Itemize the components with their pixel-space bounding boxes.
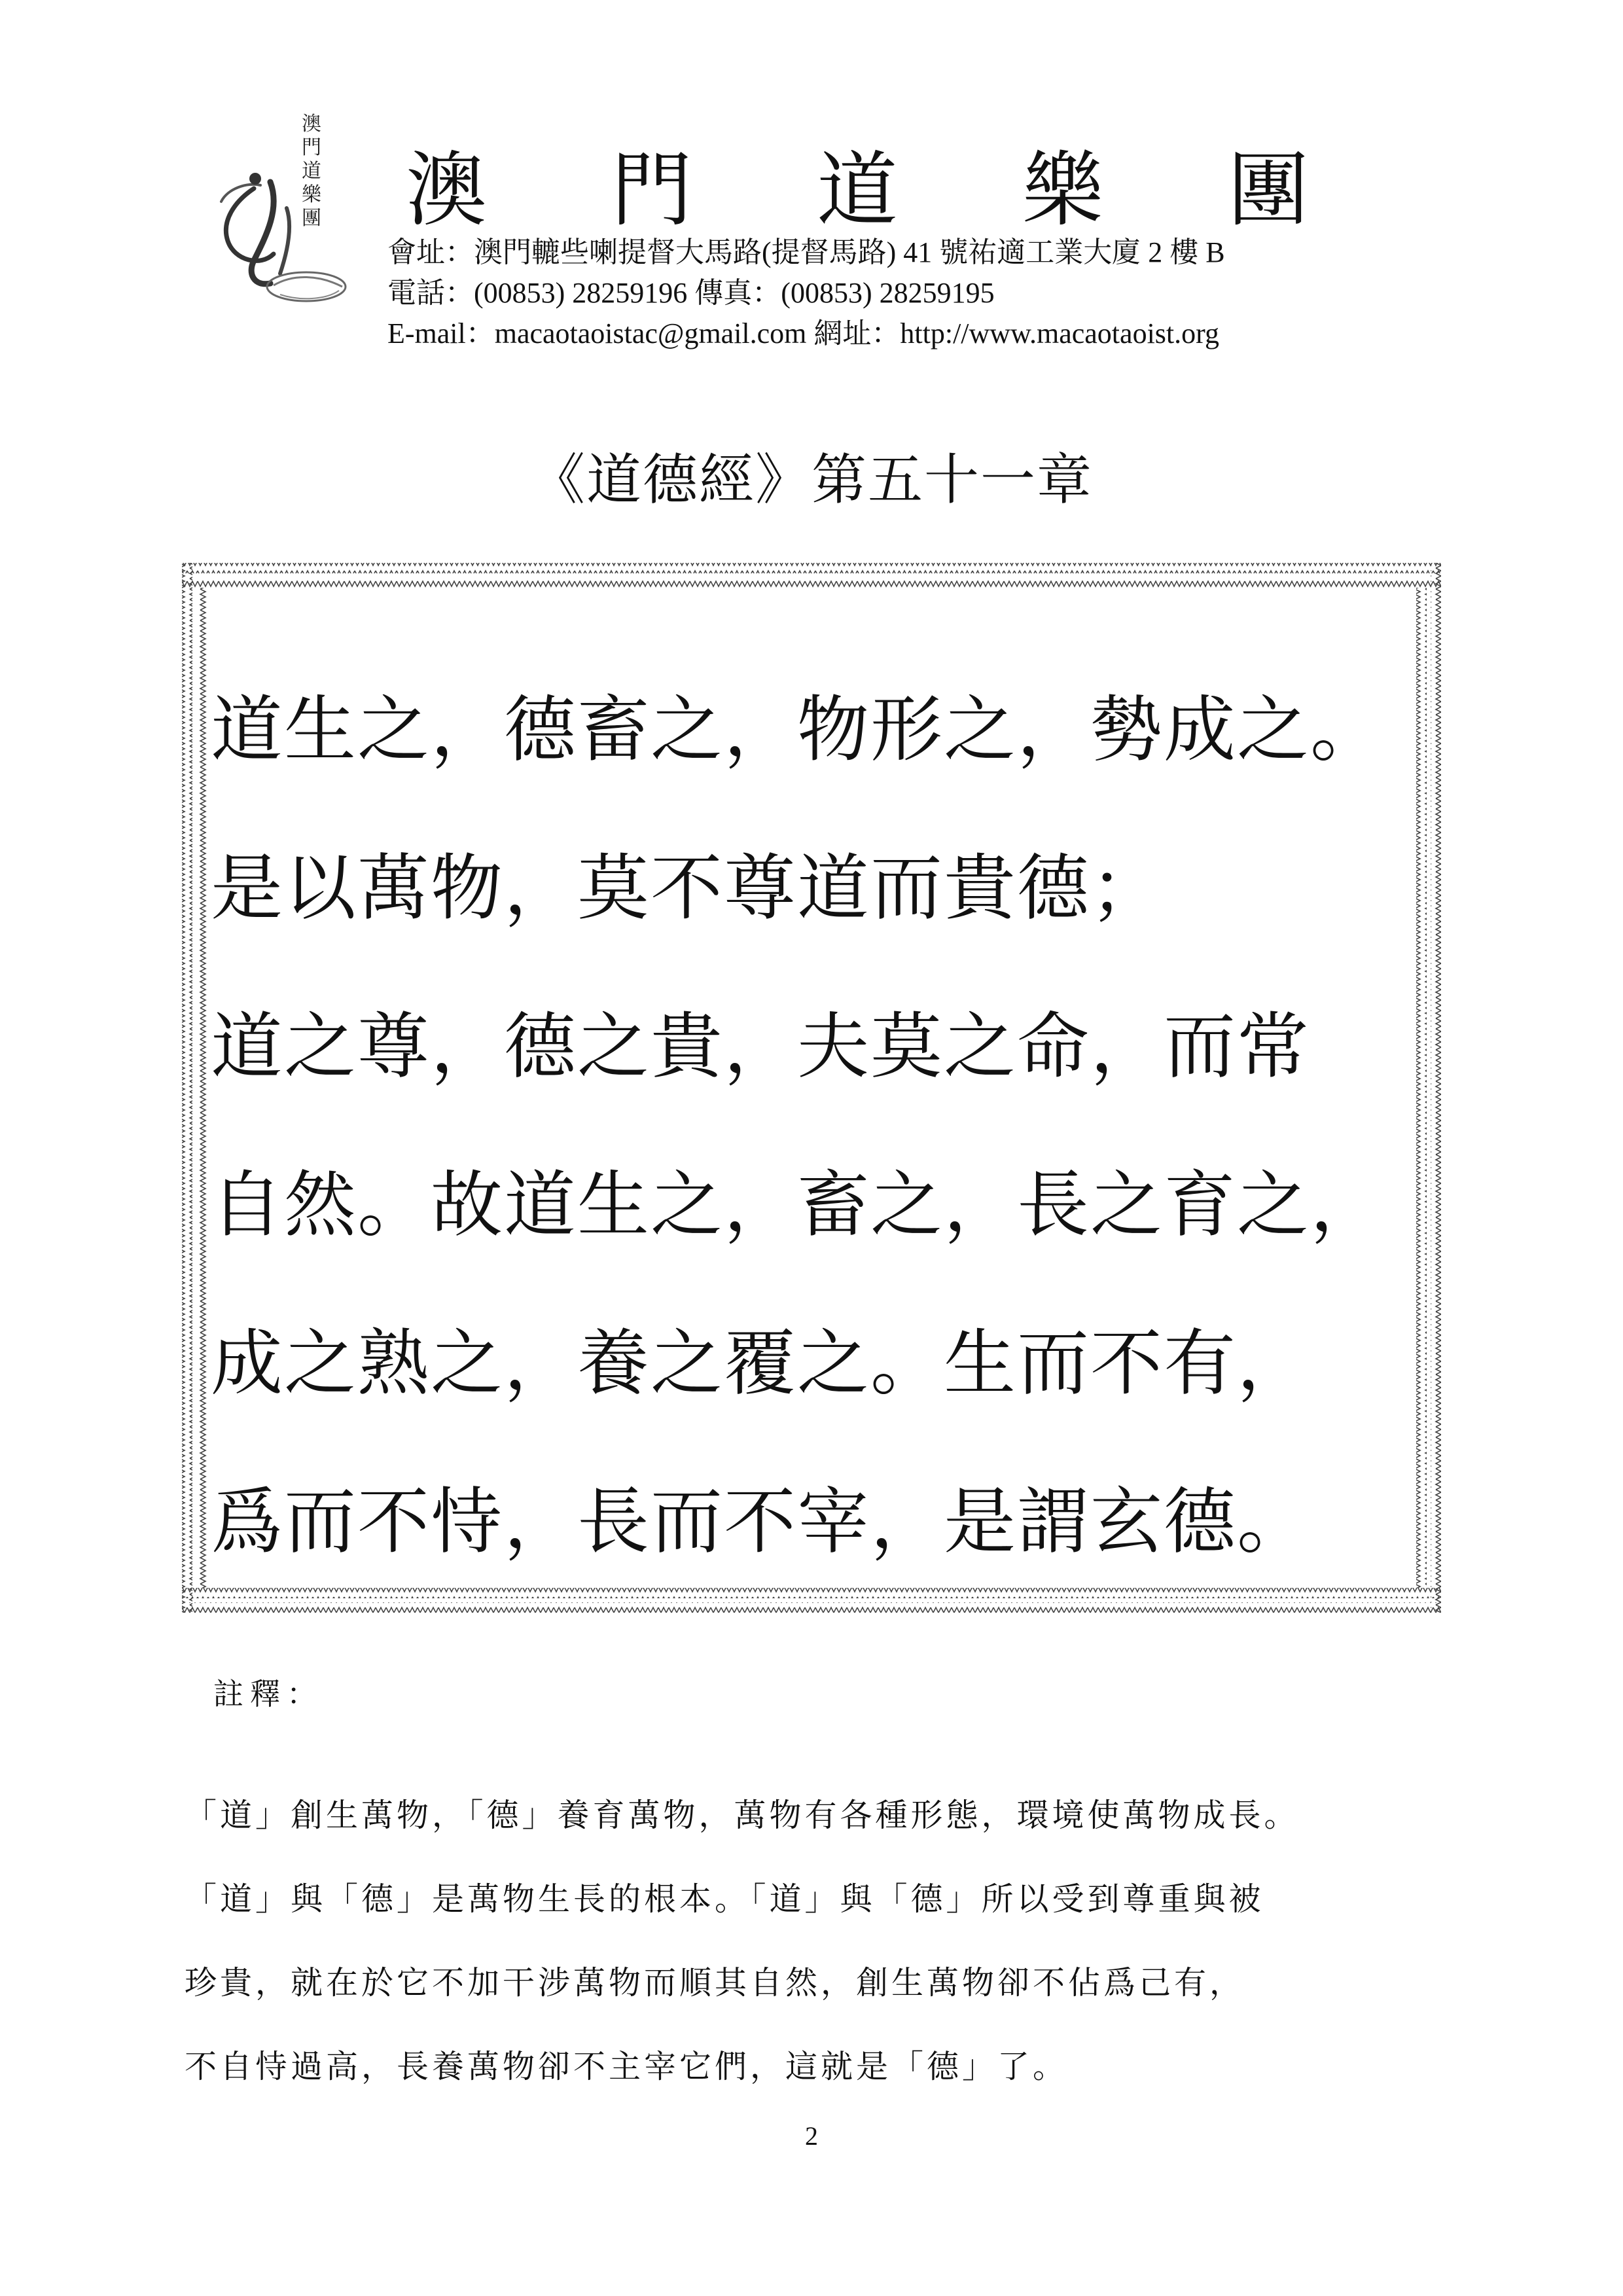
notes-label: 註釋： xyxy=(213,1676,323,1712)
org-name-char: 澳 xyxy=(406,143,488,238)
email-web-line: E-mail：macaotaoistac@gmail.com 網址：http://www.macaotaoist.org xyxy=(387,317,1219,350)
notes-line: 「道」創生萬物，「德」養育萬物，萬物有各種形態，環境使萬物成長。 xyxy=(185,1797,1300,1834)
phone-fax-line: 電話：(00853) 28259196 傳真：(00853) 28259195 xyxy=(387,277,995,309)
org-name-char: 道 xyxy=(816,143,898,238)
organization-logo xyxy=(208,110,365,319)
logo-vertical-text: 澳 門 道 樂 團 xyxy=(302,113,321,230)
notes-line: 珍貴，就在於它不加干涉萬物而順其自然，創生萬物卻不佔爲己有， xyxy=(185,1964,1245,2001)
scripture-line: 成之熟之，養之覆之。生而不有， xyxy=(211,1321,1310,1405)
page-number: 2 xyxy=(805,2121,818,2151)
notes-line: 「道」與「德」是萬物生長的根本。「道」與「德」所以受到尊重與被 xyxy=(185,1880,1264,1918)
org-name-char: 團 xyxy=(1227,143,1309,238)
scripture-line: 爲而不恃，長而不宰，是謂玄德。 xyxy=(211,1480,1310,1564)
org-name-char: 門 xyxy=(611,143,692,238)
address-line: 會址：澳門轆些喇提督大馬路(提督馬路) 41 號祐適工業大廈 2 樓 B xyxy=(387,236,1225,268)
contact-info xyxy=(387,232,1369,354)
scripture-text xyxy=(211,651,1428,1601)
scripture-line: 道之尊，德之貴，夫莫之命，而常 xyxy=(211,1005,1310,1088)
notes-body xyxy=(185,1774,1441,2109)
calligraphy-logo-icon xyxy=(208,110,365,319)
scripture-line: 是以萬物，莫不尊道而貴德； xyxy=(211,846,1164,930)
chapter-title: 《道德經》第五十一章 xyxy=(529,448,1093,512)
scripture-line: 自然。故道生之，畜之，長之育之， xyxy=(211,1163,1383,1247)
org-name-char: 樂 xyxy=(1022,143,1103,238)
scripture-box xyxy=(177,558,1446,1618)
organization-name xyxy=(406,134,1309,238)
scripture-line: 道生之，德畜之，物形之，勢成之。 xyxy=(211,688,1383,772)
notes-line: 不自恃過高，長養萬物卻不主宰它們，這就是「德」了。 xyxy=(185,2048,1069,2085)
